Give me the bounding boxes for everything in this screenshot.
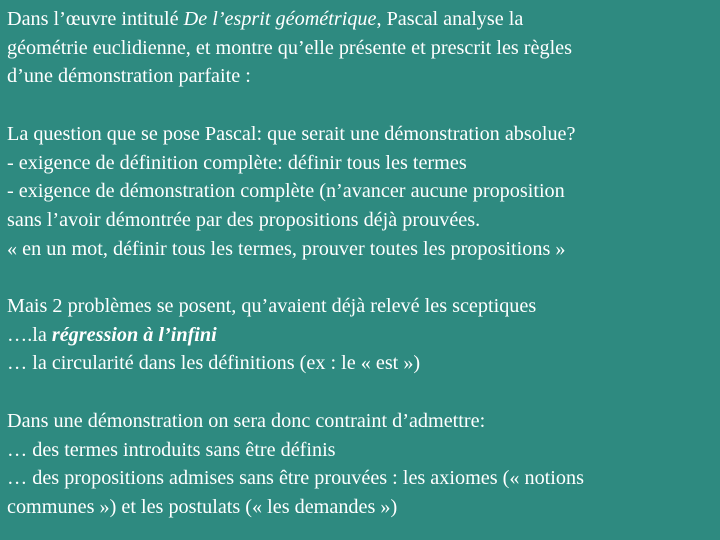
question-line-3: - exigence de démonstration complète (n’avancer aucune proposition xyxy=(7,180,565,203)
question-line-1: La question que se pose Pascal: que serait une démonstration absolue? xyxy=(7,122,576,145)
intro-line-3: d’une démonstration parfaite : xyxy=(7,65,251,88)
intro-prefix: Dans l’œuvre intitulé xyxy=(7,8,184,30)
paragraph-spacer xyxy=(7,91,713,120)
question-line-4: sans l’avoir démontrée par des propositions déjà prouvées. xyxy=(7,208,481,231)
problems-line-2 xyxy=(7,321,713,350)
problems-line-2-prefix: ….la xyxy=(7,323,52,346)
intro-line-2: géométrie euclidienne, et montre qu’elle présente et prescrit les règles xyxy=(7,36,573,59)
conclusion-line-4: communes ») et les postulats (« les demandes ») xyxy=(7,495,398,518)
intro-paragraph xyxy=(7,5,713,91)
question-quote: « en un mot, définir tous les termes, prouver toutes les propositions » xyxy=(7,237,566,260)
work-title: De l’esprit géométrique xyxy=(183,8,377,30)
conclusion-line-2: … des termes introduits sans être définis xyxy=(7,438,336,461)
intro-line-1-rest: , Pascal analyse la xyxy=(376,8,524,30)
paragraph-spacer xyxy=(7,378,713,407)
problems-paragraph xyxy=(7,292,713,378)
paragraph-spacer xyxy=(7,263,713,292)
question-paragraph xyxy=(7,120,713,264)
infinite-regress-emphasis: régression à l’infini xyxy=(51,323,217,346)
problems-line-1: Mais 2 problèmes se posent, qu’avaient déjà relevé les sceptiques xyxy=(7,295,537,317)
conclusion-paragraph xyxy=(7,407,713,522)
slide-content xyxy=(7,5,713,522)
question-line-2: - exigence de définition complète: définir tous les termes xyxy=(7,151,467,174)
problems-line-3: … la circularité dans les définitions (ex : le « est ») xyxy=(7,352,421,375)
conclusion-line-1: Dans une démonstration on sera donc contraint d’admettre: xyxy=(7,409,486,432)
conclusion-line-3: … des propositions admises sans être prouvées : les axiomes (« notions xyxy=(7,467,584,490)
intro-line-1 xyxy=(7,5,713,34)
